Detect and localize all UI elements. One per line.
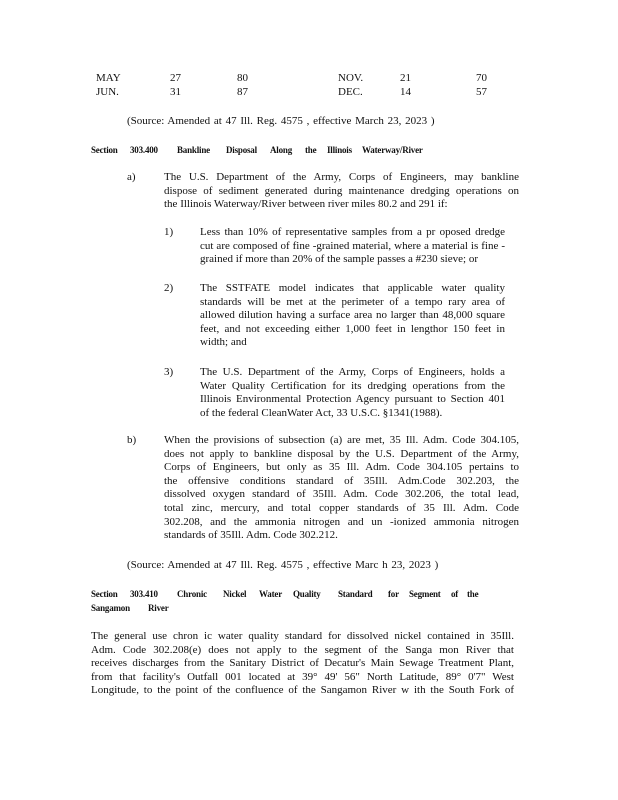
heading-word: 303.410 xyxy=(130,589,158,599)
heading-word: 303.400 xyxy=(130,145,158,155)
subsection-a-text xyxy=(164,171,519,212)
text-line: Water Quality Certification for its dredging operations from the xyxy=(200,379,505,392)
heading-word: Waterway/River xyxy=(362,145,423,155)
table-cell: JUN. xyxy=(96,86,119,98)
heading-word: Sangamon xyxy=(91,603,130,613)
text-line: width; and xyxy=(200,336,247,349)
heading-word: Bankline xyxy=(177,145,210,155)
table-cell: 14 xyxy=(400,86,411,98)
table-cell: DEC. xyxy=(338,86,363,98)
item-number: 1) xyxy=(164,226,174,238)
text-line: grained if more than 20% of the sample passes a #230 sieve; or xyxy=(200,253,478,266)
item-1-text xyxy=(200,226,505,267)
item-3-text xyxy=(200,366,505,420)
item-number: 2) xyxy=(164,282,174,294)
text-line: the Illinois Waterway/River between river miles 80.2 and 291 if: xyxy=(164,198,448,211)
heading-word: the xyxy=(305,145,317,155)
table-cell: NOV. xyxy=(338,72,364,84)
source-note: (Source: Amended at 47 Ill. Reg. 4575 , effective March 23, 2023 ) xyxy=(127,115,435,127)
table-cell: MAY xyxy=(96,72,121,84)
heading-word: the xyxy=(467,589,479,599)
text-line: dissolved oxygen standard of 35Ill. Adm. Code 302.206, the total lead, xyxy=(164,488,519,501)
table-cell: 21 xyxy=(400,72,411,84)
table-cell: 87 xyxy=(237,86,248,98)
table-cell: 27 xyxy=(170,72,181,84)
heading-word: Section xyxy=(91,589,118,599)
text-line: The U.S. Department of the Army, Corps of Engineers, may bankline xyxy=(164,171,519,183)
text-line: dispose of sediment generated during maintenance dredging operations on xyxy=(164,184,519,197)
heading-word: Quality xyxy=(293,589,321,599)
text-line: cut are composed of fine -grained material, where a material is fine - xyxy=(200,239,505,252)
heading-word: Segment xyxy=(409,589,441,599)
text-line: The SSTFATE model indicates that applicable water quality xyxy=(200,282,505,294)
heading-word: Illinois xyxy=(327,145,352,155)
text-line: receives discharges from the Sanitary District of Decatur's Main Sewage Treatment Plant, xyxy=(91,657,514,670)
subsection-label-a: a) xyxy=(127,171,136,183)
subsection-b-text xyxy=(164,434,519,543)
table-cell: 70 xyxy=(476,72,487,84)
table-cell: 80 xyxy=(237,72,248,84)
text-line: Corps of Engineers, but only as 35 Ill. Adm. Code 304.105 pertains to xyxy=(164,461,519,474)
heading-word: Water xyxy=(259,589,282,599)
heading-word: of xyxy=(451,589,459,599)
section-410-paragraph xyxy=(91,630,514,698)
heading-word: Along xyxy=(270,145,293,155)
heading-word: Disposal xyxy=(226,145,257,155)
heading-word: Standard xyxy=(338,589,373,599)
heading-word: River xyxy=(148,603,169,613)
text-line: does not apply to bankline disposal by the U.S. Department of the Army, xyxy=(164,447,519,460)
text-line: Illinois Environmental Protection Agency pursuant to Section 401 xyxy=(200,393,505,406)
table-cell: 31 xyxy=(170,86,181,98)
text-line: 302.208, and the ammonia nitrogen and un -ionized ammonia nitrogen xyxy=(164,515,519,528)
text-line: the offensive conditions standard of 35Ill. Adm.Code 302.203, the xyxy=(164,474,519,487)
heading-word: Section xyxy=(91,145,118,155)
text-line: Adm. Code 302.208(e) does not apply to the segment of the Sanga mon River that xyxy=(91,643,514,656)
subsection-label-b: b) xyxy=(127,434,137,446)
heading-word: Chronic xyxy=(177,589,207,599)
heading-word: for xyxy=(388,589,399,599)
text-line: When the provisions of subsection (a) are met, 35 Ill. Adm. Code 304.105, xyxy=(164,434,519,446)
text-line: Less than 10% of representative samples from a pr oposed dredge xyxy=(200,226,505,238)
item-2-text xyxy=(200,282,505,350)
text-line: standards of 35Ill. Adm. Code 302.212. xyxy=(164,529,338,542)
text-line: of the federal CleanWater Act, 33 U.S.C. §1341(1988). xyxy=(200,406,443,419)
text-line: The general use chron ic water quality standard for dissolved nickel contained in 35Ill. xyxy=(91,630,514,642)
text-line: total zinc, mercury, and total copper standards of 35 Ill. Adm. Code xyxy=(164,501,519,514)
source-note: (Source: Amended at 47 Ill. Reg. 4575 , effective Marc h 23, 2023 ) xyxy=(127,559,439,571)
item-number: 3) xyxy=(164,366,174,378)
text-line: Longitude, to the point of the confluence of the Sangamon River w ith the South Fork of xyxy=(91,684,514,697)
heading-word: Nickel xyxy=(223,589,247,599)
text-line: standards will be met at the perimeter of a tempo rary area of xyxy=(200,295,505,308)
table-cell: 57 xyxy=(476,86,487,98)
text-line: The U.S. Department of the Army, Corps of Engineers, holds a xyxy=(200,366,505,378)
text-line: feet, and not exceeding either 1,000 feet in lengthor 150 feet in xyxy=(200,322,505,335)
text-line: allowed dilution having a surface area no larger than 48,000 square xyxy=(200,309,505,322)
text-line: from that facility's Outfall 001 located at 39° 49' 56" North Latitude, 89° 0'7" West xyxy=(91,670,514,683)
